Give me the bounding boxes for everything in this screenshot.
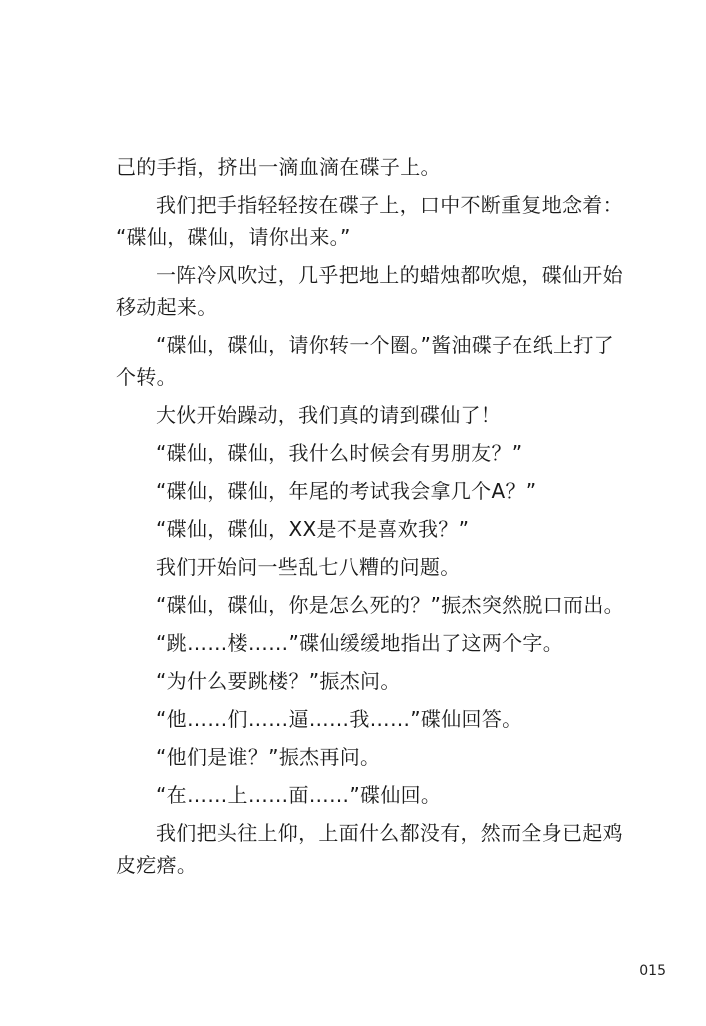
paragraph-line: “跳……楼……”碟仙缓缓地指出了这两个字。 bbox=[156, 631, 564, 655]
paragraph-line: “碟仙，碟仙，请你转一个圈。”酱油碟子在纸上打了 bbox=[156, 333, 614, 357]
paragraph-line: 我们把手指轻轻按在碟子上，口中不断重复地念着： bbox=[156, 193, 623, 217]
body-text bbox=[116, 151, 624, 881]
paragraph-line: “为什么要跳楼？”振杰问。 bbox=[156, 669, 401, 693]
paragraph-line: 移动起来。 bbox=[116, 295, 218, 319]
paragraph-line: “他……们……逼……我……”碟仙回答。 bbox=[156, 707, 523, 731]
paragraph-line: “碟仙，碟仙，请你出来。” bbox=[116, 225, 351, 249]
page-number: 015 bbox=[639, 963, 666, 979]
paragraph-line: “碟仙，碟仙，我什么时候会有男朋友？” bbox=[156, 441, 523, 465]
paragraph-line: 大伙开始躁动，我们真的请到碟仙了！ bbox=[156, 403, 502, 427]
paragraph-line: 我们把头往上仰，上面什么都没有，然而全身已起鸡 bbox=[156, 821, 623, 845]
paragraph-line: “他们是谁？”振杰再问。 bbox=[156, 745, 381, 769]
paragraph-line: 一阵冷风吹过，几乎把地上的蜡烛都吹熄，碟仙开始 bbox=[156, 263, 623, 287]
paragraph-line: 己的手指，挤出一滴血滴在碟子上。 bbox=[116, 155, 441, 179]
paragraph-line: “碟仙，碟仙，年尾的考试我会拿几个A？” bbox=[156, 479, 537, 503]
paragraph-line: 我们开始问一些乱七八糟的问题。 bbox=[156, 555, 461, 579]
paragraph-line: “碟仙，碟仙，你是怎么死的？”振杰突然脱口而出。 bbox=[156, 593, 624, 617]
paragraph-line: “在……上……面……”碟仙回。 bbox=[156, 783, 442, 807]
paragraph-line: “碟仙，碟仙，XX是不是喜欢我？” bbox=[156, 517, 470, 541]
paragraph-line: 皮疙瘩。 bbox=[116, 853, 198, 877]
paragraph-line: 个转。 bbox=[116, 365, 177, 389]
